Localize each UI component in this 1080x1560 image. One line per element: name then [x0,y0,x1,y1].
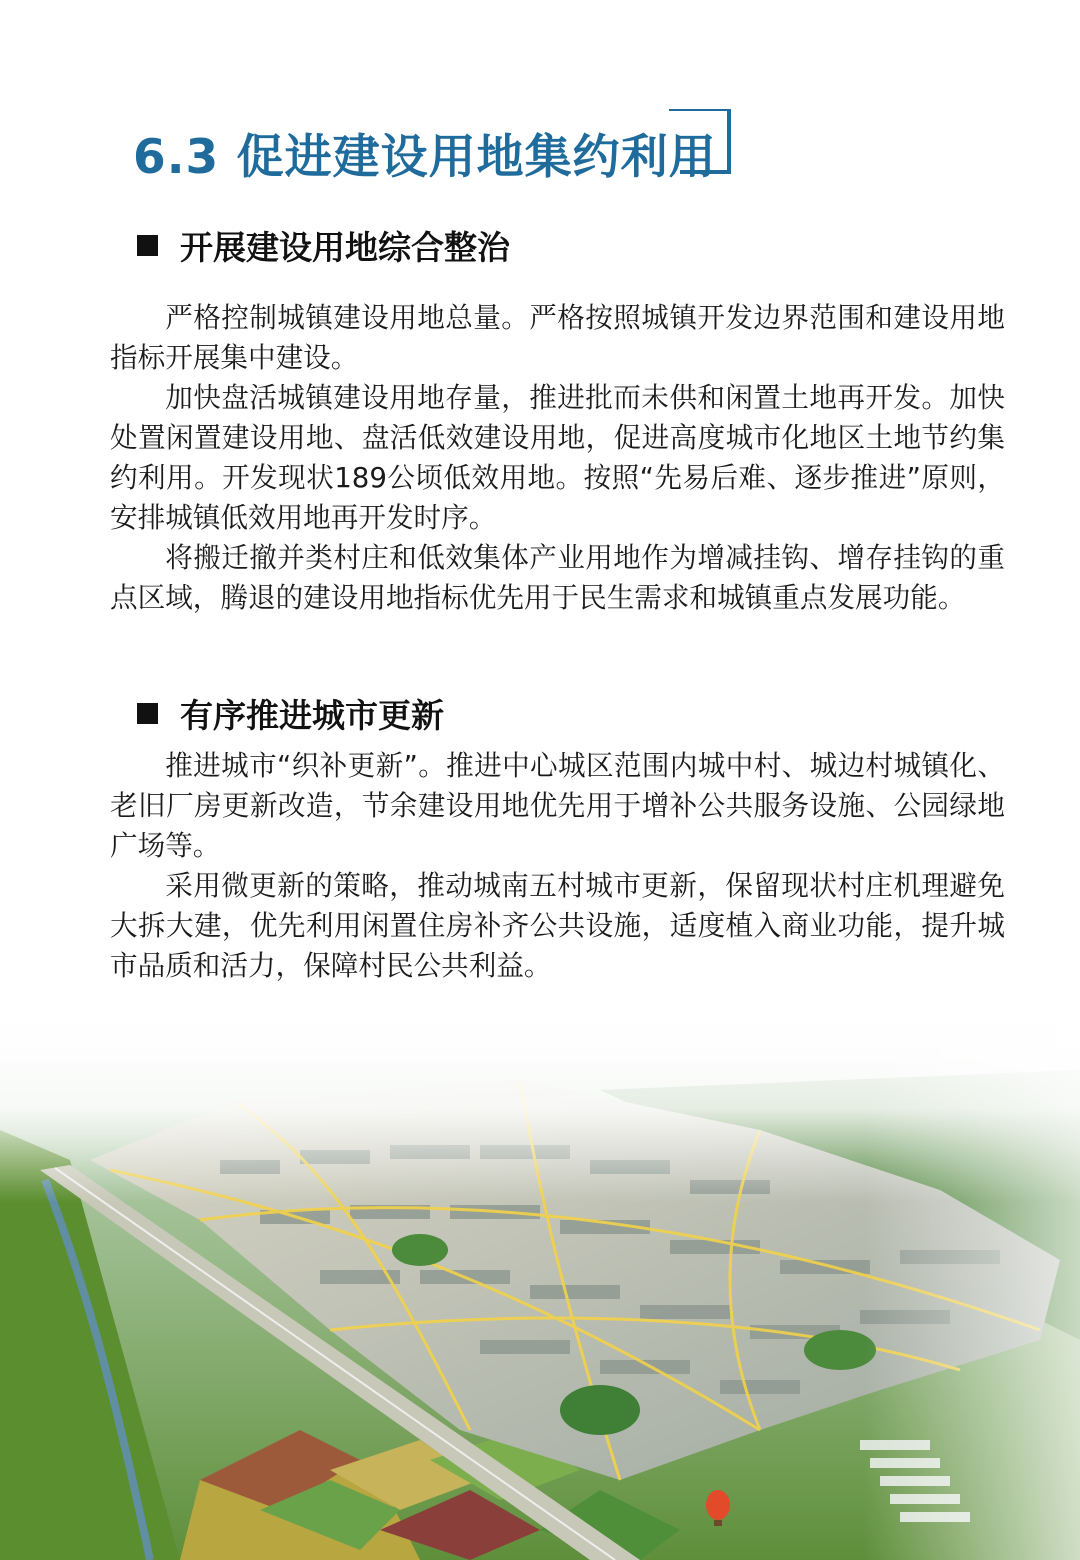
paragraph: 将搬迁撤并类村庄和低效集体产业用地作为增减挂钩、增存挂钩的重点区域，腾退的建设用地指标优先用于民生需求和城镇重点发展功能。 [110,541,1005,614]
section-heading-land-rectification [137,222,510,269]
paragraph: 推进城市“织补更新”。推进中心城区范围内城中村、城边村城镇化、老旧厂房更新改造，节余建设用地优先用于增补公共服务设施、公园绿地广场等。 [110,749,1005,862]
aerial-city-illustration [0,1010,1080,1560]
section-body-land-rectification [110,298,1005,618]
section-heading-text: 有序推进城市更新 [180,696,444,735]
section-heading-text: 开展建设用地综合整治 [180,228,510,267]
title-corner-bracket [666,109,732,175]
square-bullet-icon [137,235,158,256]
paragraph: 严格控制城镇建设用地总量。严格按照城镇开发边界范围和建设用地指标开展集中建设。 [110,301,1005,374]
paragraph: 加快盘活城镇建设用地存量，推进批而未供和闲置土地再开发。加快处置闲置建设用地、盘活低效建设用地，促进高度城市化地区土地节约集约利用。开发现状189公顷低效用地。按照“先易后难、逐步推进”原则，安排城镇低效用地再开发时序。 [110,381,1005,534]
square-bullet-icon [137,703,158,724]
section-body-urban-renewal [110,746,1005,986]
section-heading-urban-renewal [137,690,444,737]
paragraph: 采用微更新的策略，推动城南五村城市更新，保留现状村庄机理避免大拆大建，优先利用闲置住房补齐公共设施，适度植入商业功能，提升城市品质和活力，保障村民公共利益。 [110,869,1005,982]
page-title: 6.3 促进建设用地集约利用 [133,130,717,185]
